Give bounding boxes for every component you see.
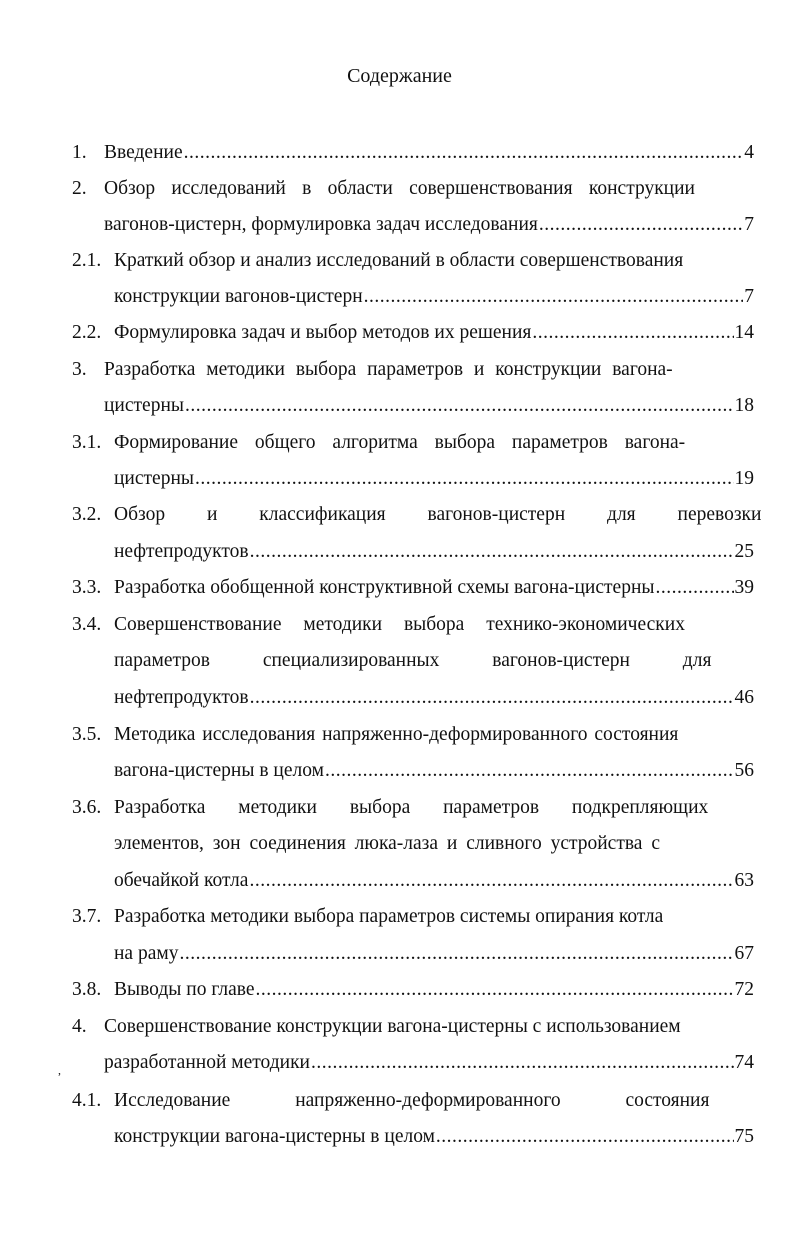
entry-title-cont: вагона-цистерны в целом <box>114 760 324 781</box>
toc-entry[interactable] <box>72 1088 710 1114</box>
page-number: 39 <box>734 577 754 598</box>
page-number: 72 <box>734 979 754 1000</box>
dot-leader <box>436 1124 734 1150</box>
entry-number: 3.3. <box>72 577 102 598</box>
entry-number: 2.1. <box>72 250 102 271</box>
entry-title-cont: обечайкой котла <box>114 870 249 891</box>
dot-leader <box>539 212 743 238</box>
entry-title-cont: цистерны <box>104 395 184 416</box>
entry-title: Разработка методики выбора параметров системы опирания котла <box>114 906 664 927</box>
dot-leader <box>179 941 733 967</box>
entry-title-cont: нефтепродуктов <box>114 687 249 708</box>
toc-entry-continuation <box>114 648 712 674</box>
page-number: 14 <box>734 322 754 343</box>
entry-title: Выводы по главе <box>114 979 255 1000</box>
entry-number: 3. <box>72 359 87 380</box>
toc-entry[interactable] <box>72 320 754 346</box>
entry-title: Введение <box>104 142 183 163</box>
toc-entry-continuation <box>104 1050 754 1076</box>
entry-title-cont: нефтепродуктов <box>114 541 249 562</box>
toc-entry[interactable] <box>72 140 754 166</box>
entry-title-cont: цистерны <box>114 468 194 489</box>
toc-entry[interactable] <box>72 357 695 383</box>
entry-number: 1. <box>72 142 87 163</box>
toc-entry[interactable] <box>72 904 695 930</box>
dot-leader <box>249 868 733 894</box>
toc-entry[interactable] <box>72 575 754 601</box>
entry-title-cont: разработанной методики <box>104 1052 310 1073</box>
dot-leader <box>364 284 744 310</box>
entry-title-cont: конструкции вагона-цистерны в целом <box>114 1126 435 1147</box>
dot-leader <box>184 140 744 166</box>
entry-title: Методика исследования напряженно-деформированного состояния <box>114 724 679 745</box>
dot-leader <box>325 758 734 784</box>
page-number: 19 <box>734 468 754 489</box>
dot-leader <box>185 393 734 419</box>
toc-entry[interactable] <box>72 176 695 202</box>
entry-title: Совершенствование методики выбора технико-экономических <box>114 614 685 635</box>
entry-title: Разработка методики выбора параметров и конструкции вагона- <box>104 359 673 380</box>
toc-entry[interactable] <box>72 795 709 821</box>
page-number: 74 <box>734 1052 754 1073</box>
entry-title: Обзор исследований в области совершенствования конструкции <box>104 178 695 199</box>
entry-title: Формулировка задач и выбор методов их решения <box>114 322 532 343</box>
entry-title: Разработка методики выбора параметров подкрепляющих <box>114 797 709 818</box>
entry-title: Разработка обобщенной конструктивной схемы вагона-цистерны <box>114 577 655 598</box>
page-number: 75 <box>734 1126 754 1147</box>
toc-entry-continuation <box>114 941 754 967</box>
toc-entry-continuation <box>114 831 695 857</box>
toc-entry-continuation <box>114 868 754 894</box>
page-number: 18 <box>734 395 754 416</box>
page-number: 7 <box>744 214 754 235</box>
page-number: 7 <box>744 286 754 307</box>
dot-leader <box>255 977 733 1003</box>
entry-title-cont: элементов, зон соединения люка-лаза и сливного устройства с <box>114 833 660 854</box>
dot-leader <box>195 466 734 492</box>
entry-number: 3.7. <box>72 906 102 927</box>
toc-entry-continuation <box>114 685 754 711</box>
toc-entry[interactable] <box>72 722 695 748</box>
toc-entry-continuation <box>114 284 754 310</box>
toc-entry[interactable] <box>72 612 695 638</box>
entry-title-cont: вагонов-цистерн, формулировка задач исследования <box>104 214 538 235</box>
dot-leader <box>311 1050 734 1076</box>
entry-number: 3.8. <box>72 979 102 1000</box>
entry-title-cont: на раму <box>114 943 179 964</box>
entry-title: Формирование общего алгоритма выбора параметров вагона- <box>114 432 686 453</box>
dot-leader <box>250 539 734 565</box>
entry-title: Обзор и классификация вагонов-цистерн для перевозки <box>114 504 762 525</box>
toc-entry-continuation <box>114 758 754 784</box>
toc-entry-continuation <box>114 1124 754 1150</box>
toc-entry-continuation <box>104 212 754 238</box>
toc-entry[interactable] <box>72 977 754 1003</box>
entry-number: 2. <box>72 178 87 199</box>
entry-number: 3.5. <box>72 724 102 745</box>
entry-title: Исследование напряженно-деформированного состояния <box>114 1090 710 1111</box>
entry-title-cont: параметров специализированных вагонов-цистерн для <box>114 650 712 671</box>
entry-title: Совершенствование конструкции вагона-цистерны с использованием <box>104 1016 681 1037</box>
toc-entry[interactable] <box>72 430 695 456</box>
dot-leader <box>655 575 733 601</box>
page-number: 4 <box>744 142 754 163</box>
entry-number: 3.1. <box>72 432 102 453</box>
page-number: 25 <box>734 541 754 562</box>
toc-entry[interactable] <box>72 1014 695 1040</box>
entry-title-cont: конструкции вагонов-цистерн <box>114 286 363 307</box>
entry-number: 4.1. <box>72 1090 102 1111</box>
page-number: 46 <box>734 687 754 708</box>
entry-number: 3.4. <box>72 614 102 635</box>
entry-number: 3.2. <box>72 504 102 525</box>
dot-leader <box>250 685 734 711</box>
toc-entry-continuation <box>114 466 754 492</box>
dot-leader <box>532 320 733 346</box>
toc-entry-continuation <box>104 393 754 419</box>
toc-entry-continuation <box>114 539 754 565</box>
entry-number: 4. <box>72 1016 87 1037</box>
entry-number: 3.6. <box>72 797 102 818</box>
page-title: Содержание <box>347 65 452 87</box>
page-number: 63 <box>734 870 754 891</box>
entry-number: 2.2. <box>72 322 102 343</box>
toc-entry[interactable] <box>72 502 762 528</box>
toc-entry[interactable] <box>72 248 695 274</box>
page-number: 56 <box>734 760 754 781</box>
page-number: 67 <box>734 943 754 964</box>
stray-mark: , <box>58 1063 61 1077</box>
entry-title: Краткий обзор и анализ исследований в области совершенствования <box>114 250 684 271</box>
